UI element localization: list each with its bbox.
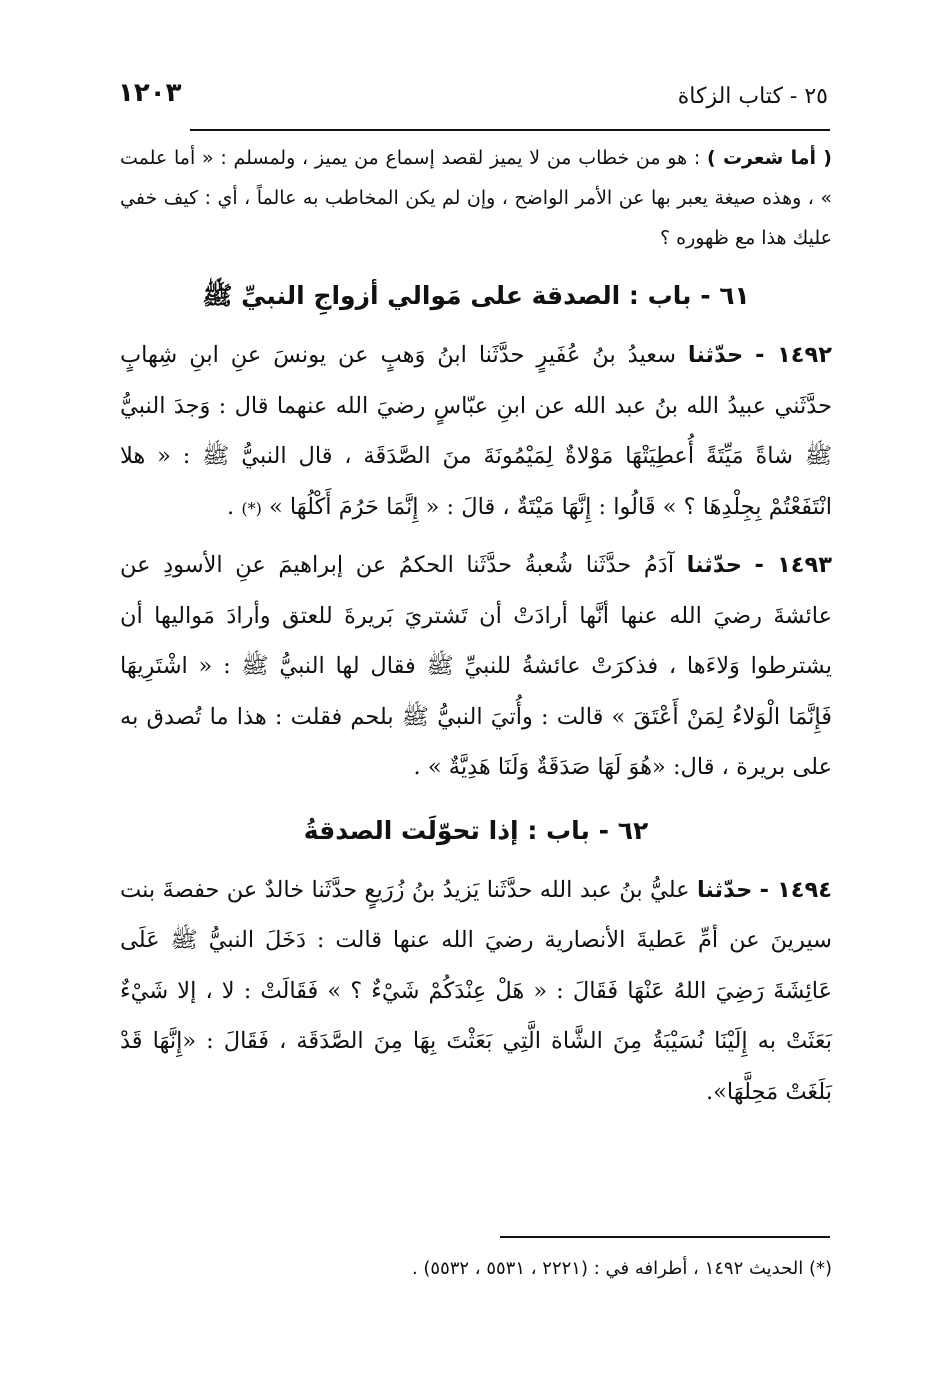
- hadith-text: سعيدُ بنُ عُفَيرٍ حدَّثَنا ابنُ وَهبٍ عن يونسَ عنِ ابنِ شِهابٍ حدَّثَني عبيدُ الله بنُ عبد الله عن ابنِ عبّاسٍ رضيَ الله عنهما قال : وَجدَ النبيُّ ﷺ شاةً مَيِّتَةً أُعطِيَتْهَا مَوْلاةٌ لِمَيْمُونَةَ منَ الصَّدَقَة ، قال النبيُّ ﷺ : « هلا انْتَفَعْتُمْ بِجِلْدِهَا ؟ » قَالُوا : إِنَّهَا مَيْتَةٌ ، قالَ : « إِنَّمَا حَرُمَ أَكْلُهَا »: [120, 342, 832, 520]
- hadith-text: عليُّ بنُ عبد الله حدَّثَنا يَزيدُ بنُ زُرَيعٍ حدَّثَنا خالدٌ عن حفصةَ بنت سيرينَ عن أمِّ عَطيةَ الأنصارية رضيَ الله عنها قالت : دَخَلَ النبيُّ ﷺ عَلَى عَائِشَةَ رَضِيَ اللهُ عَنْهَا فَقَالَ : « هَلْ عِنْدَكُمْ شَيْءٌ ؟ » فَقَالَتْ : لا ، إلا شَيْءٌ بَعَثَتْ به إِلَيْنَا نُسَيْبَةُ مِنَ الشَّاة الَّتِي بَعَثْتَ بِهَا مِنَ الصَّدَقَة ، فَقَالَ : «إِنَّهَا قَدْ بَلَغَتْ مَحِلَّهَا».: [120, 876, 832, 1105]
- hadith-1494: [120, 865, 832, 1118]
- chapter-heading-61: ٦١ - باب : الصدقة على مَوالي أزواجِ النبيِّ ﷺ: [202, 281, 750, 310]
- hadith-number: ١٤٩٤ -: [759, 876, 833, 903]
- note-term: ( أما شعرت ): [706, 147, 832, 169]
- hadith-1492: [120, 330, 832, 534]
- note-text: : هو من خطاب من لا يميز لقصد إسماع من يميز ، ولمسلم : « أما علمت » ، وهذه صيغة يعبر بها عن الأمر الواضح ، وإن لم يكن المخاطب به عالماً ، أي : كيف خفي عليك هذا مع ظهوره ؟: [120, 147, 832, 249]
- chapter-title: ٢٥ - كتاب الزكاة: [677, 84, 828, 109]
- hadith-lead: حدّثنا: [696, 876, 753, 903]
- page-body: [120, 138, 832, 1123]
- hadith-end: .: [227, 493, 242, 520]
- hadith-number: ١٤٩٣ -: [754, 552, 832, 578]
- explanatory-note: [120, 138, 832, 258]
- hadith-lead: حدّثنا: [687, 342, 744, 368]
- page-number: ١٢٠٣: [118, 78, 182, 108]
- hadith-lead: حدّثنا: [686, 552, 742, 578]
- footnote: (*) الحديث ١٤٩٢ ، أطرافه في : (٢٢٢١ ، ٥٥٣١ ، ٥٥٣٢) .: [411, 1258, 832, 1279]
- hadith-number: ١٤٩٢ -: [755, 342, 832, 368]
- chapter-heading-62: ٦٢ - باب : إذا تحوّلَت الصدقةُ: [303, 815, 649, 845]
- hadith-1493: [120, 540, 832, 793]
- hadith-text: آدَمُ حدَّثَنا شُعبةُ حدَّثَنا الحكمُ عن إبراهيمَ عنِ الأسودِ عن عائشةَ رضيَ الله عنها أنَّها أرادَتْ أن تَشتريَ بَريرةَ للعتق وأرادَ مَواليها أن يشترطوا وَلاءَها ، فذكرَتْ عائشةُ للنبيِّ ﷺ فقال لها النبيُّ ﷺ : « اشْتَرِيهَا فَإِنَّمَا الْوَلاءُ لِمَنْ أَعْتَقَ » قالت : وأُتيَ النبيُّ ﷺ بلحم فقلت : هذا ما تُصدق به على بريرة ، قال: «هُوَ لَهَا صَدَقَةٌ وَلَنَا هَدِيَّةٌ » .: [120, 552, 832, 780]
- footnote-rule: [500, 1236, 830, 1238]
- header-rule: [190, 129, 830, 131]
- running-header: [118, 78, 828, 122]
- footnote-marker: (*): [241, 498, 262, 518]
